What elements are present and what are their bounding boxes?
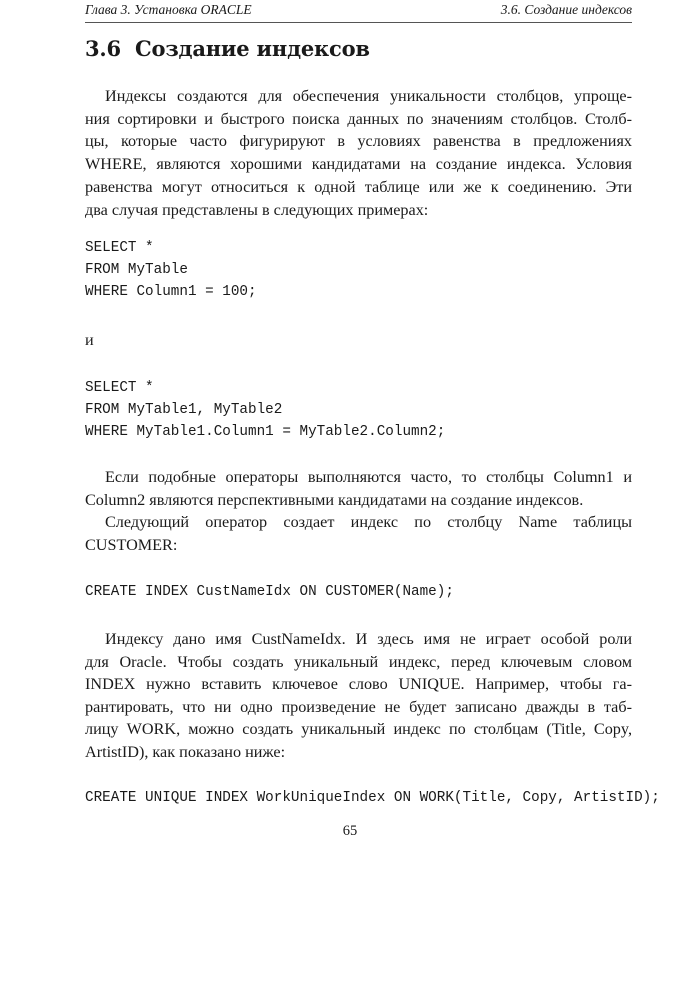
code-line: CREATE INDEX CustNameIdx ON CUSTOMER(Name); bbox=[85, 584, 454, 600]
paragraph-line: два случая представлены в следующих примерах: bbox=[85, 200, 429, 219]
paragraph-line: ArtistID), как показано ниже: bbox=[85, 743, 286, 761]
code-line: FROM MyTable bbox=[85, 262, 188, 278]
code-line: FROM MyTable1, MyTable2 bbox=[85, 402, 283, 418]
page-number: 65 bbox=[342, 823, 358, 839]
paragraph-line: лицу WORK, можно создать уникальный индекс по столбцам (Title, Copy, bbox=[85, 720, 632, 739]
section-title: Создание индексов bbox=[135, 36, 370, 61]
code-line: WHERE MyTable1.Column1 = MyTable2.Column2; bbox=[85, 424, 446, 440]
paragraph-line: Индексы создаются для обеспечения уникальности столбцов, упроще- bbox=[105, 87, 632, 105]
paragraph-line: INDEX нужно вставить ключевое слово UNIQUE. Например, чтобы га- bbox=[85, 675, 632, 694]
code-line: CREATE UNIQUE INDEX WorkUniqueIndex ON WORK(Title, Copy, ArtistID); bbox=[85, 790, 660, 806]
conjunction-text: и bbox=[85, 331, 94, 349]
running-header-right: 3.6. Создание индексов bbox=[500, 2, 632, 17]
paragraph-line: WHERE, являются хорошими кандидатами на создание индекса. Условия bbox=[85, 155, 632, 174]
paragraph-line: цы, которые часто фигурируют в условиях равенства в предложениях bbox=[85, 132, 632, 151]
header-rule bbox=[85, 22, 632, 23]
paragraph-line: для Oracle. Чтобы создать уникальный индекс, перед ключевым словом bbox=[85, 652, 632, 671]
paragraph-line: Индексу дано имя CustNameIdx. И здесь имя не играет особой роли bbox=[105, 630, 632, 648]
paragraph-line: рантировать, что ни одно произведение не будет записано дважды в таб- bbox=[85, 697, 632, 716]
code-line: WHERE Column1 = 100; bbox=[85, 284, 257, 300]
section-number: 3.6 bbox=[85, 36, 121, 61]
code-line: SELECT * bbox=[85, 240, 154, 256]
paragraph-line: Column2 являются перспективными кандидатами на создание индексов. bbox=[85, 490, 584, 509]
paragraph-line: Следующий оператор создает индекс по столбцу Name таблицы bbox=[105, 513, 632, 531]
paragraph-line: CUSTOMER: bbox=[85, 535, 178, 554]
running-header-left: Глава 3. Установка ORACLE bbox=[85, 2, 252, 17]
code-line: SELECT * bbox=[85, 380, 154, 396]
paragraph-line: ния сортировки и быстрого поиска данных по значениям столбцов. Столб- bbox=[85, 109, 632, 128]
paragraph-line: равенства могут относиться к одной таблице или же к соединению. Эти bbox=[85, 177, 632, 196]
section-heading bbox=[85, 36, 370, 61]
paragraph-line: Если подобные операторы выполняются часто, то столбцы Column1 и bbox=[105, 468, 632, 486]
